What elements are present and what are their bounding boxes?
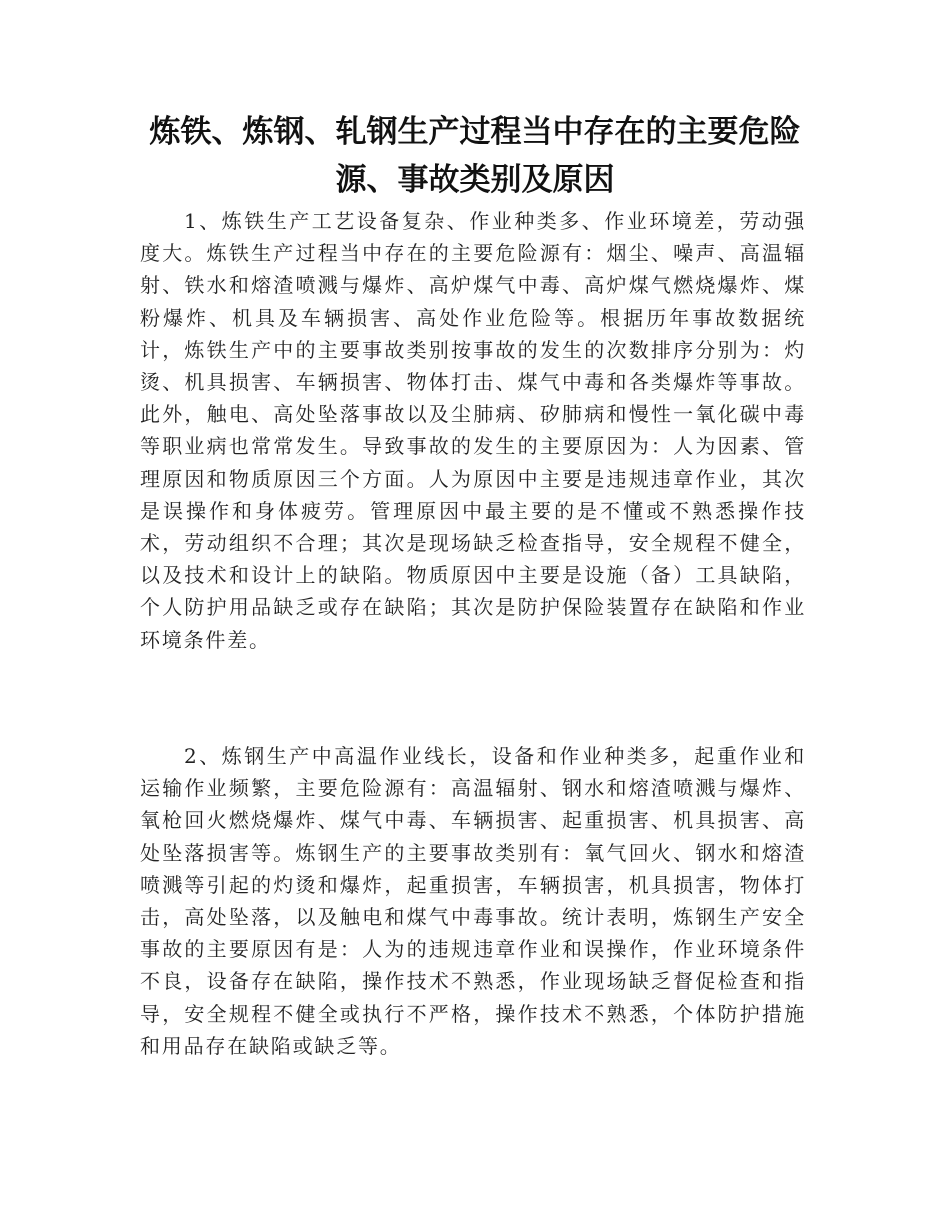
document-title: 炼铁、炼钢、轧钢生产过程当中存在的主要危险源、事故类别及原因 xyxy=(149,114,801,198)
paragraph-ironmaking: 1、炼铁生产工艺设备复杂、作业种类多、作业环境差，劳动强度大。炼铁生产过程当中存在的主要危险源有：烟尘、噪声、高温辐射、铁水和熔渣喷溅与爆炸、高炉煤气中毒、高炉煤气燃烧爆炸、煤粉爆炸、机具及车辆损害、高处作业危险等。根据历年事故数据统计，炼铁生产中的主要事故类别按事故的发生的次数排序分别为：灼烫、机具损害、车辆损害、物体打击、煤气中毒和各类爆炸等事故。此外，触电、高处坠落事故以及尘肺病、矽肺病和慢性一氧化碳中毒等职业病也常常发生。导致事故的发生的主要原因为：人为因素、管理原因和物质原因三个方面。人为原因中主要是违规违章作业，其次是误操作和身体疲劳。管理原因中最主要的是不懂或不熟悉操作技术，劳动组织不合理；其次是现场缺乏检查指导，安全规程不健全，以及技术和设计上的缺陷。物质原因中主要是设施（备）工具缺陷，个人防护用品缺乏或存在缺陷；其次是防护保险装置存在缺陷和作业环境条件差。 xyxy=(140,209,806,652)
paragraph-steelmaking: 2、炼钢生产中高温作业线长，设备和作业种类多，起重作业和运输作业频繁，主要危险源有：高温辐射、钢水和熔渣喷溅与爆炸、氧枪回火燃烧爆炸、煤气中毒、车辆损害、起重损害、机具损害、高处坠落损害等。炼钢生产的主要事故类别有：氧气回火、钢水和熔渣喷溅等引起的灼烫和爆炸，起重损害，车辆损害，机具损害，物体打击，高处坠落，以及触电和煤气中毒事故。统计表明，炼钢生产安全事故的主要原因有是：人为的违规违章作业和误操作，作业环境条件不良，设备存在缺陷，操作技术不熟悉，作业现场缺乏督促检查和指导，安全规程不健全或执行不严格，操作技术不熟悉，个体防护措施和用品存在缺陷或缺乏等。 xyxy=(140,744,806,1058)
